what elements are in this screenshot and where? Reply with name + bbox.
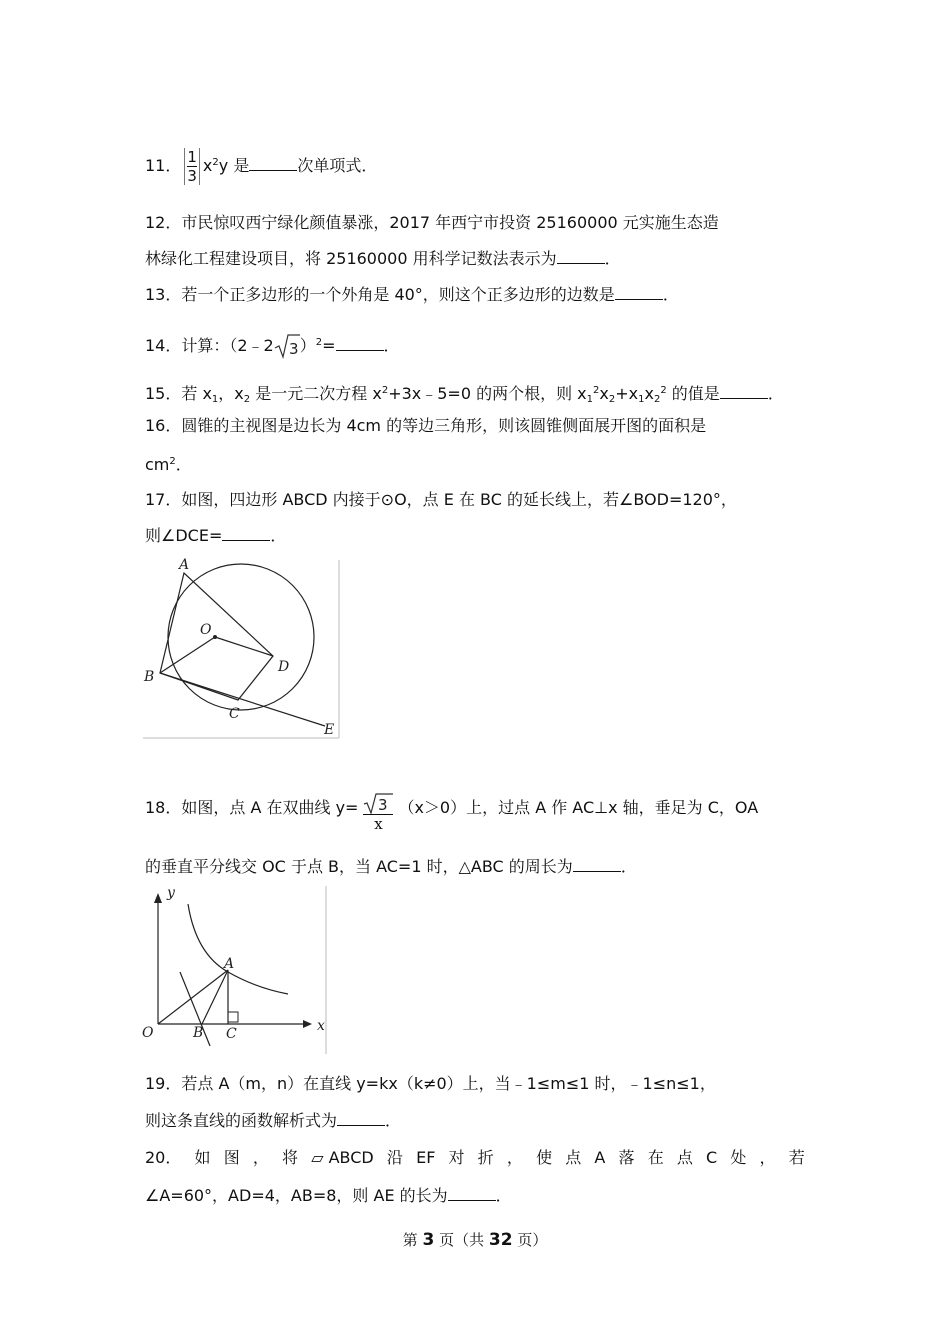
segment-oa	[158, 970, 228, 1024]
right-angle-mark	[228, 1012, 238, 1022]
q20-word: 沿	[386, 1148, 403, 1167]
question-14: 14．计算：（2﹣2 3 ）$^2$= ．	[145, 332, 400, 359]
label-c: C	[226, 1026, 237, 1042]
q20-word: 将	[282, 1148, 299, 1167]
answer-blank[interactable]	[336, 336, 384, 351]
figure-q18-hyperbola	[140, 884, 335, 1056]
question-20-line2: ∠A=60°，AD=4，AB=8，则 AE 的长为 ．	[145, 1186, 512, 1205]
q20-word: 图	[223, 1148, 240, 1167]
label-e: E	[324, 722, 335, 738]
fraction-sqrt3-over-x: $\frac{3}{x}$	[361, 792, 395, 833]
label-o: O	[200, 622, 212, 638]
x-axis-arrow-icon	[303, 1020, 312, 1028]
question-13: 13．若一个正多边形的一个外角是 40°，则这个正多边形的边数是 ．	[145, 285, 679, 304]
center-point	[213, 635, 217, 639]
q20-word: 落	[618, 1148, 635, 1167]
q20-word: C	[706, 1148, 718, 1167]
radicand: 3	[288, 340, 299, 358]
q20-word: 对	[448, 1148, 465, 1167]
question-19-line2: 则这条直线的函数解析式为 ．	[145, 1111, 402, 1130]
question-16-line2: $cm^2$．	[145, 455, 192, 474]
q20-word: 折	[477, 1148, 494, 1167]
label-b: B	[144, 669, 155, 685]
answer-blank[interactable]	[448, 1186, 496, 1201]
question-16-line1: 16．圆锥的主视图是边长为 4cm 的等边三角形，则该圆锥侧面展开图的面积是	[145, 416, 707, 435]
question-18-line2: 的垂直平分线交 OC 于点 B，当 AC=1 时，△ABC 的周长为 ．	[145, 857, 637, 876]
total-pages: 32	[488, 1230, 513, 1250]
fraction-one-third: $\frac{1}{3}$	[184, 148, 200, 185]
q20-word: ，	[252, 1148, 269, 1167]
circle-o	[168, 564, 314, 710]
segment-ab	[202, 970, 228, 1024]
question-20-line1	[145, 1147, 805, 1169]
answer-blank[interactable]	[720, 384, 768, 399]
question-17-line2: 则∠DCE= ．	[145, 526, 287, 545]
q20-word: ，	[506, 1148, 523, 1167]
q20-word: 若	[788, 1148, 805, 1167]
radicand: 3	[378, 796, 388, 814]
question-12-line1: 12．市民惊叹西宁绿化颜值暴涨，2017 年西宁市投资 25160000 元实施生态造	[145, 213, 719, 232]
segment-od	[215, 637, 273, 656]
line-bce	[160, 673, 325, 726]
radical-sign-icon	[363, 792, 393, 815]
current-page-number: 3	[422, 1230, 435, 1250]
figure-q17-circle	[143, 558, 343, 740]
question-17-line1: 17．如图，四边形 ABCD 内接于⊙O，点 E 在 BC 的延长线上，若∠BOD=120°，	[145, 490, 737, 509]
label-a: A	[179, 558, 190, 573]
hyperbola-curve	[188, 904, 288, 994]
q20-word: 点	[676, 1148, 693, 1167]
question-11: 11． $\frac{1}{3}$ $x^2y$ 是 次单项式．	[145, 148, 378, 185]
question-12-line2: 林绿化工程建设项目，将 25160000 用科学记数法表示为 ．	[145, 249, 621, 268]
sqrt-3	[274, 333, 300, 359]
label-o: O	[142, 1025, 154, 1041]
answer-blank[interactable]	[222, 526, 270, 541]
q20-word: 点	[565, 1148, 582, 1167]
answer-blank[interactable]	[557, 249, 605, 264]
q20-word: ▱ ABCD	[311, 1148, 374, 1167]
q20-word: ，	[759, 1148, 776, 1167]
q20-word: 使	[536, 1148, 553, 1167]
q20-word: 在	[647, 1148, 664, 1167]
q20-word: 处	[730, 1148, 747, 1167]
label-d: D	[278, 659, 290, 675]
label-a: A	[224, 956, 235, 972]
answer-blank[interactable]	[615, 285, 663, 300]
answer-blank[interactable]	[249, 156, 297, 171]
question-18-line1: 18．如图，点 A 在双曲线 y= $\frac{3}{x}$ （x＞0）上，过点 A 作 AC⊥x 轴，垂足为 C，OA	[145, 792, 758, 838]
label-x: x	[317, 1018, 325, 1034]
q20-word: A	[594, 1148, 606, 1167]
question-19-line1: 19．若点 A（m，n）在直线 y=kx（k≠0）上，当﹣1≤m≤1 时，﹣1≤n≤1，	[145, 1074, 716, 1093]
answer-blank[interactable]	[573, 857, 621, 872]
question-15: 15．若 $x_1$，$x_2$ 是一元二次方程 $x^2+3x﹣5=0$ 的两个根，则 $x_1^2x_2+x_1x_2^2$ 的值是 ．	[145, 384, 784, 405]
q20-word: EF	[416, 1148, 436, 1167]
q20-word: 如	[194, 1148, 211, 1167]
answer-blank[interactable]	[337, 1111, 385, 1126]
y-axis-arrow-icon	[154, 893, 162, 903]
label-c: C	[229, 706, 240, 722]
q20-word: 20．	[145, 1148, 182, 1167]
label-b: B	[193, 1025, 204, 1041]
page-footer: 第 3 页（共 32 页）	[402, 1230, 548, 1250]
radical-sign-icon	[274, 333, 300, 359]
label-y: y	[167, 885, 175, 901]
